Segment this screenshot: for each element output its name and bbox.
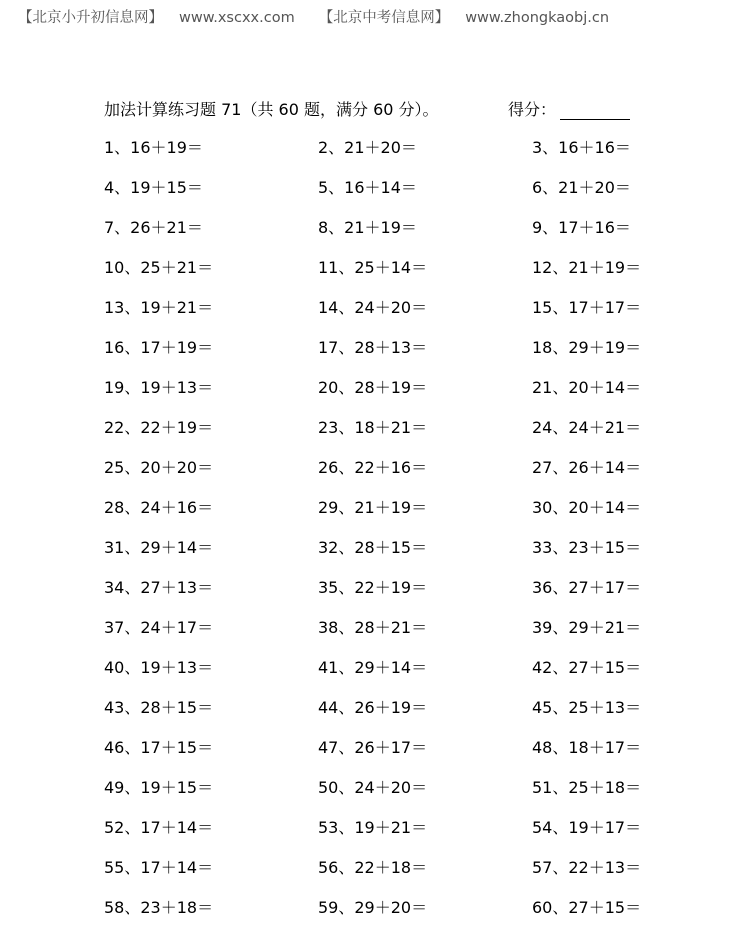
problem-item: 3、16＋16＝ — [532, 138, 631, 157]
problem-item: 58、23＋18＝ — [104, 898, 214, 917]
problem-item: 18、29＋19＝ — [532, 338, 642, 357]
problem-item: 12、21＋19＝ — [532, 258, 642, 277]
problem-item: 4、19＋15＝ — [104, 178, 203, 197]
problem-grid — [104, 138, 704, 938]
problem-item: 32、28＋15＝ — [318, 538, 428, 557]
problem-item: 7、26＋21＝ — [104, 218, 203, 237]
problem-item: 36、27＋17＝ — [532, 578, 642, 597]
problem-item: 44、26＋19＝ — [318, 698, 428, 717]
problem-item: 47、26＋17＝ — [318, 738, 428, 757]
problem-item: 52、17＋14＝ — [104, 818, 214, 837]
problem-item: 11、25＋14＝ — [318, 258, 428, 277]
problem-item: 42、27＋15＝ — [532, 658, 642, 677]
score-field — [508, 97, 630, 120]
problem-item: 22、22＋19＝ — [104, 418, 214, 437]
page-header — [18, 6, 625, 27]
problem-item: 51、25＋18＝ — [532, 778, 642, 797]
problem-item: 16、17＋19＝ — [104, 338, 214, 357]
problem-item: 33、23＋15＝ — [532, 538, 642, 557]
problem-item: 9、17＋16＝ — [532, 218, 631, 237]
problem-item: 38、28＋21＝ — [318, 618, 428, 637]
problem-item: 35、22＋19＝ — [318, 578, 428, 597]
problem-item: 10、25＋21＝ — [104, 258, 214, 277]
problem-item: 26、22＋16＝ — [318, 458, 428, 477]
problem-item: 17、28＋13＝ — [318, 338, 428, 357]
score-label: 得分： — [508, 100, 557, 119]
problem-item: 49、19＋15＝ — [104, 778, 214, 797]
problem-item: 28、24＋16＝ — [104, 498, 214, 517]
problem-item: 54、19＋17＝ — [532, 818, 642, 837]
problem-item: 53、19＋21＝ — [318, 818, 428, 837]
problem-item: 1、16＋19＝ — [104, 138, 203, 157]
problem-item: 56、22＋18＝ — [318, 858, 428, 877]
problem-item: 24、24＋21＝ — [532, 418, 642, 437]
site1-url[interactable]: www.xscxx.com — [179, 10, 295, 26]
problem-item: 5、16＋14＝ — [318, 178, 417, 197]
problem-item: 27、26＋14＝ — [532, 458, 642, 477]
problem-item: 14、24＋20＝ — [318, 298, 428, 317]
problem-item: 6、21＋20＝ — [532, 178, 631, 197]
problem-item: 39、29＋21＝ — [532, 618, 642, 637]
worksheet-title: 加法计算练习题 71（共 60 题，满分 60 分）。 — [104, 100, 439, 119]
problem-item: 30、20＋14＝ — [532, 498, 642, 517]
problem-item: 41、29＋14＝ — [318, 658, 428, 677]
problem-item: 34、27＋13＝ — [104, 578, 214, 597]
problem-item: 60、27＋15＝ — [532, 898, 642, 917]
score-blank[interactable] — [560, 101, 630, 120]
problem-item: 40、19＋13＝ — [104, 658, 214, 677]
problem-item: 48、18＋17＝ — [532, 738, 642, 757]
problem-item: 20、28＋19＝ — [318, 378, 428, 397]
problem-item: 43、28＋15＝ — [104, 698, 214, 717]
problem-item: 23、18＋21＝ — [318, 418, 428, 437]
problem-item: 45、25＋13＝ — [532, 698, 642, 717]
problem-item: 46、17＋15＝ — [104, 738, 214, 757]
problem-item: 19、19＋13＝ — [104, 378, 214, 397]
problem-item: 50、24＋20＝ — [318, 778, 428, 797]
problem-item: 59、29＋20＝ — [318, 898, 428, 917]
problem-item: 29、21＋19＝ — [318, 498, 428, 517]
site2-name: 【北京中考信息网】 — [318, 10, 450, 26]
site2-url[interactable]: www.zhongkaobj.cn — [465, 10, 610, 26]
problem-item: 2、21＋20＝ — [318, 138, 417, 157]
problem-item: 55、17＋14＝ — [104, 858, 214, 877]
problem-item: 8、21＋19＝ — [318, 218, 417, 237]
site1-name: 【北京小升初信息网】 — [18, 10, 163, 26]
problem-item: 31、29＋14＝ — [104, 538, 214, 557]
problem-item: 15、17＋17＝ — [532, 298, 642, 317]
problem-item: 57、22＋13＝ — [532, 858, 642, 877]
problem-item: 21、20＋14＝ — [532, 378, 642, 397]
problem-item: 25、20＋20＝ — [104, 458, 214, 477]
problem-item: 13、19＋21＝ — [104, 298, 214, 317]
problem-item: 37、24＋17＝ — [104, 618, 214, 637]
